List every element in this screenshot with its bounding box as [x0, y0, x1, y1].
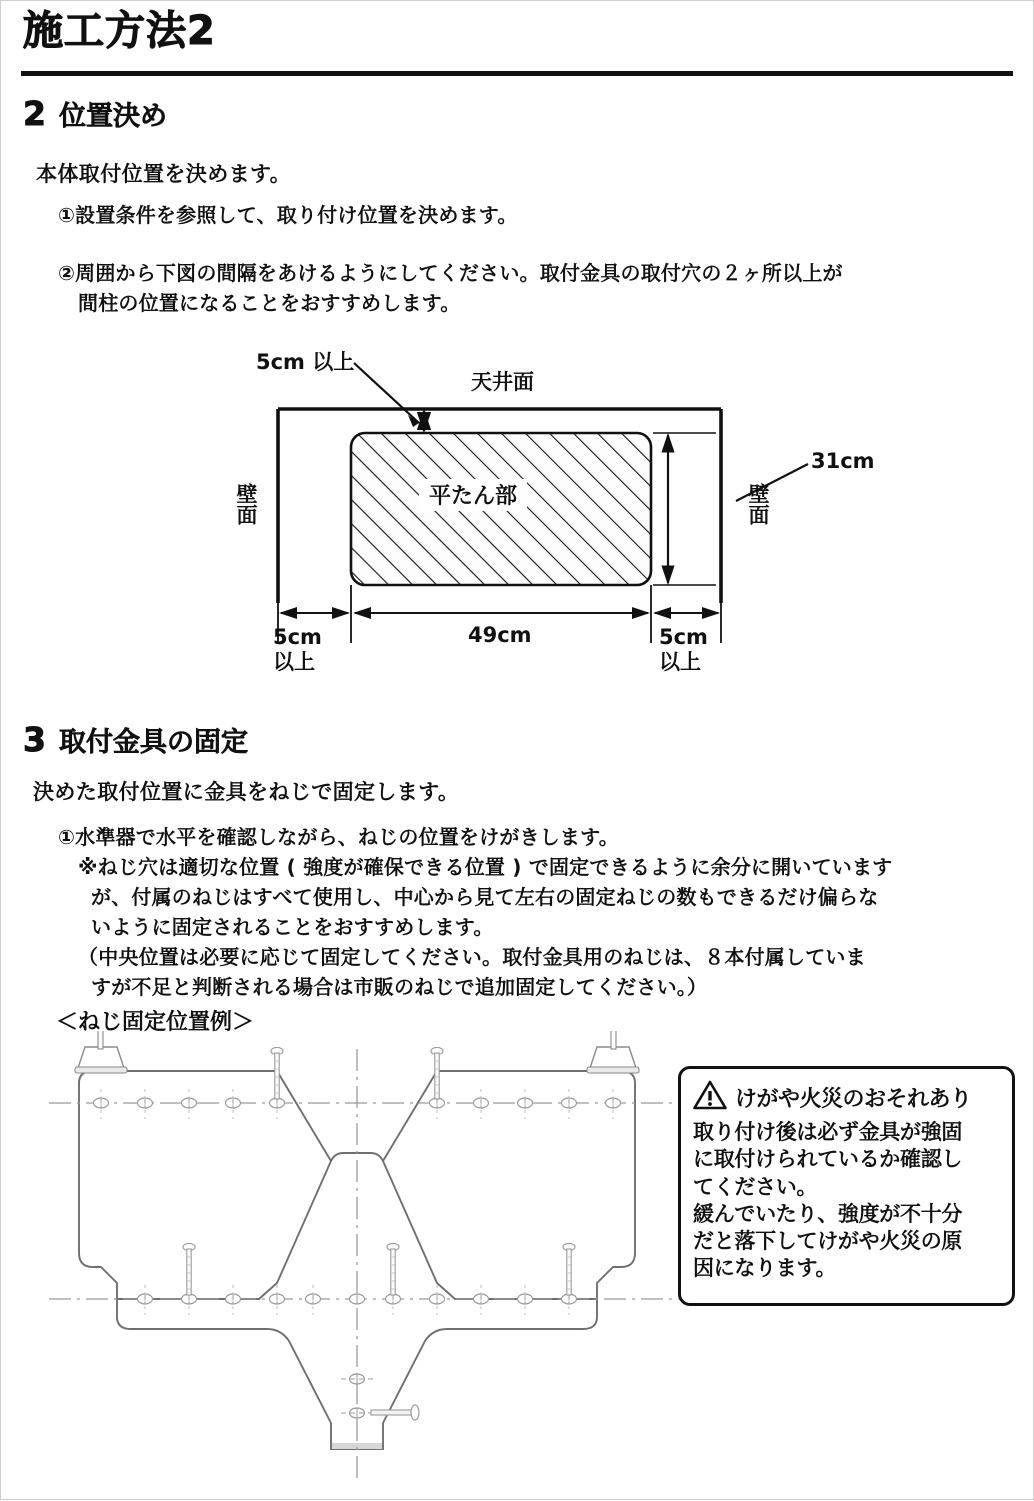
manual-page	[1, 1, 1033, 1499]
right-gap-label	[659, 625, 708, 675]
wall-label-right	[746, 483, 770, 529]
left-gap-value: 5cm	[273, 625, 322, 649]
top-clearance-note: 5cm 以上	[256, 350, 355, 374]
clearance-diagram	[216, 341, 876, 686]
section-3-note-line-5: すが不足と判断される場合は市販のねじで追加固定してください。）	[91, 975, 708, 999]
bracket-diagram-caption: ＜ねじ固定位置例＞	[56, 1010, 255, 1035]
right-gap-qualifier: 以上	[659, 649, 701, 674]
wall-label-right-text: 壁面	[746, 483, 771, 525]
warning-box	[678, 1066, 1015, 1306]
section-2-number: 2	[23, 94, 46, 133]
section-3-number: 3	[23, 720, 46, 759]
left-gap-label	[273, 625, 322, 675]
warning-triangle-icon	[693, 1080, 727, 1114]
section-2-heading	[23, 94, 167, 133]
section-3-note-line-4: （中央位置は必要に応じて固定してください。取付金具用のねじは、８本付属していま	[78, 945, 866, 969]
wall-label-left-text: 壁面	[234, 483, 259, 525]
width-dimension-label: 49cm	[468, 623, 532, 647]
bracket-screw-position-diagram	[41, 1031, 691, 1501]
wall-label-left	[234, 483, 258, 529]
warning-line-5: だと落下してけがや火災の原	[693, 1229, 963, 1254]
warning-body	[693, 1119, 1002, 1283]
section-3-lead: 決めた取付位置に金具をねじで固定します。	[33, 780, 460, 804]
section-2-item-2-cont: 間柱の位置になることをおすすめします。	[78, 291, 461, 315]
section-3-note-line-1: ※ねじ穴は適切な位置 ( 強度が確保できる位置 ) で固定できるように余分に開いています	[78, 855, 893, 879]
warning-line-4: 緩んでいたり、強度が不十分	[693, 1201, 963, 1226]
left-gap-qualifier: 以上	[273, 649, 315, 674]
section-2-lead: 本体取付位置を決めます。	[36, 162, 292, 186]
section-3-item-1: ①水準器で水平を確認しながら、ねじの位置をけがきします。	[58, 825, 619, 849]
section-3-note-line-3: いように固定されることをおすすめします。	[91, 915, 494, 939]
section-3-title: 取付金具の固定	[58, 727, 248, 758]
right-gap-value: 5cm	[659, 625, 708, 649]
ceiling-label: 天井面	[471, 370, 534, 394]
section-2-item-1: ①設置条件を参照して、取り付け位置を決めます。	[58, 203, 518, 227]
page-title: 施工方法2	[23, 8, 216, 54]
section-2-title: 位置決め	[58, 101, 167, 132]
warning-heading	[693, 1077, 1002, 1117]
section-3-note-line-2: が、付属のねじはすべて使用し、中心から見て左右の固定ねじの数もできるだけ偏らな	[91, 885, 879, 909]
warning-line-2: に取付けられているか確認し	[693, 1147, 963, 1172]
height-dimension-label: 31cm	[811, 449, 875, 473]
warning-line-1: 取り付け後は必ず金具が強固	[693, 1120, 963, 1144]
warning-line-6: 因になります。	[693, 1256, 837, 1281]
warning-line-3: てください。	[693, 1174, 818, 1199]
flat-area-label: 平たん部	[428, 484, 518, 509]
header-divider	[21, 71, 1013, 76]
section-3-heading	[23, 720, 248, 759]
section-2-item-2: ②周囲から下図の間隔をあけるようにしてください。取付金具の取付穴の２ヶ所以上が	[58, 261, 843, 285]
warning-heading-text: けがや火災のおそれあり	[735, 1086, 972, 1112]
